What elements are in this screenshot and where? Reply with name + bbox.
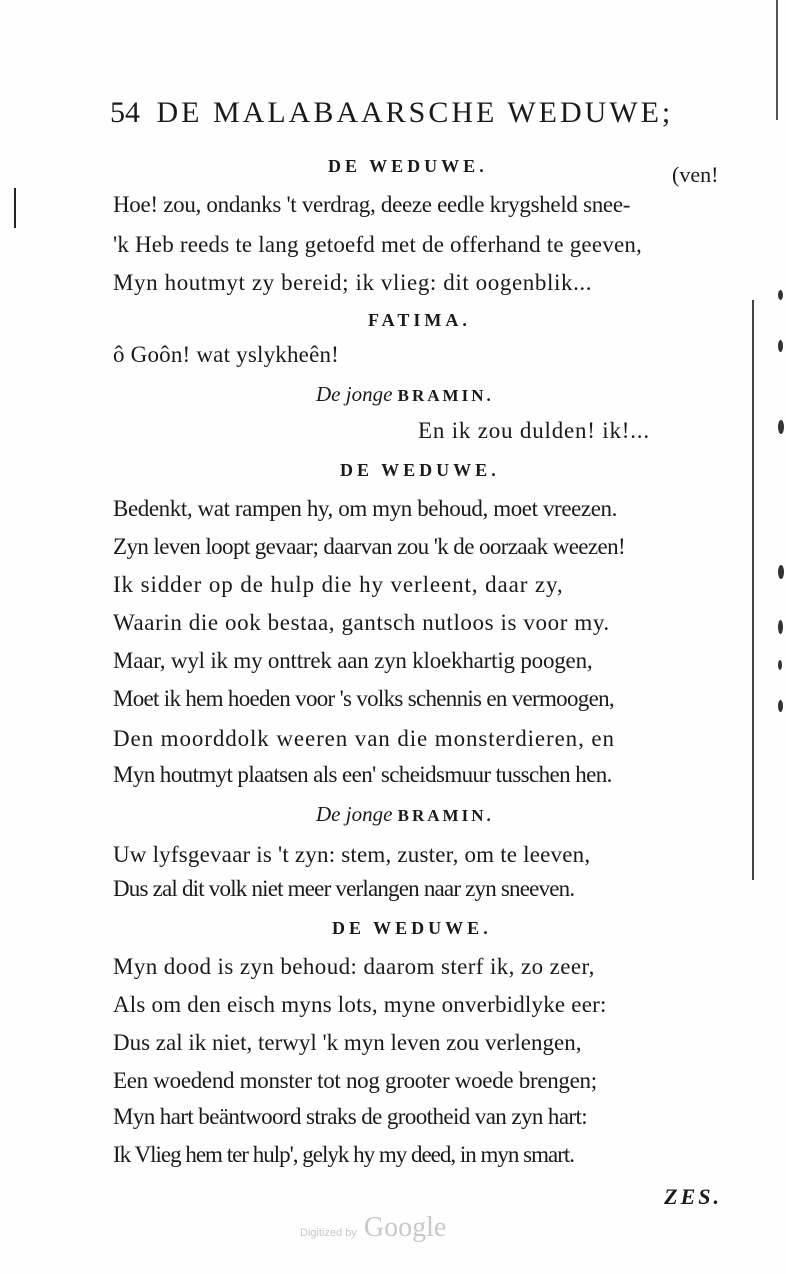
verse-line: 'k Heb reeds te lang getoefd met de offerhand te geeven,	[113, 232, 643, 257]
verse-line: ô Goôn! wat yslykheên!	[113, 342, 340, 367]
verse-line: Den moorddolk weeren van die monsterdieren, en	[113, 726, 615, 751]
speaker-heading: DE WEDUWE.	[340, 460, 500, 480]
speaker-heading	[316, 802, 494, 827]
watermark-prefix: Digitized by	[300, 1227, 357, 1239]
right-gutter-line	[752, 300, 754, 880]
edge-speck	[778, 565, 784, 579]
verse-line: Maar, wyl ik my onttrek aan zyn kloekhartig poogen,	[113, 648, 593, 673]
speaker-heading: FATIMA.	[368, 310, 471, 330]
edge-speck	[778, 660, 782, 670]
verse-line: Myn hart beäntwoord straks de grootheid van zyn hart:	[113, 1104, 588, 1129]
speaker-prefix: De jonge	[316, 802, 393, 826]
speaker-prefix: De jonge	[316, 382, 393, 406]
verse-line: Ik sidder op de hulp die hy verleent, daar zy,	[113, 572, 564, 597]
verse-line: Myn houtmyt plaatsen als een' scheidsmuur tusschen hen.	[113, 762, 612, 787]
verse-line: Uw lyfsgevaar is 't zyn: stem, zuster, om te leeven,	[113, 842, 591, 867]
right-edge-line	[776, 0, 778, 120]
speaker-heading: DE WEDUWE.	[332, 918, 492, 938]
verse-line: Bedenkt, wat rampen hy, om myn behoud, moet vreezen.	[113, 496, 618, 521]
verse-line: Waarin die ook bestaa, gantsch nutloos is voor my.	[113, 610, 610, 635]
verse-line: Zyn leven loopt gevaar; daarvan zou 'k de oorzaak weezen!	[113, 534, 626, 559]
verse-line: Dus zal ik niet, terwyl 'k myn leven zou verlengen,	[113, 1030, 582, 1055]
left-edge-mark	[14, 188, 16, 228]
running-header	[110, 96, 710, 130]
edge-speck	[778, 620, 783, 634]
verse-line: Myn dood is zyn behoud: daarom sterf ik, zo zeer,	[113, 954, 595, 979]
digitized-watermark	[300, 1212, 446, 1244]
speaker-name: BRAMIN.	[397, 806, 494, 825]
running-title: DE MALABAARSCHE WEDUWE;	[156, 96, 674, 129]
verse-line: Dus zal dit volk niet meer verlangen naar zyn sneeven.	[113, 876, 575, 901]
verse-line: Myn houtmyt zy bereid; ik vlieg: dit oogenblik...	[113, 270, 593, 295]
page-number: 54	[110, 96, 140, 129]
speaker-heading	[316, 382, 494, 407]
catchword: ZES.	[664, 1184, 722, 1209]
speaker-heading: DE WEDUWE.	[328, 156, 488, 176]
turnover-word: (ven!	[672, 162, 719, 187]
verse-line: Als om den eisch myns lots, myne onverbidlyke eer:	[113, 992, 607, 1017]
edge-speck	[778, 700, 783, 712]
edge-speck	[778, 340, 783, 352]
verse-line: Ik Vlieg hem ter hulp', gelyk hy my deed, in myn smart.	[113, 1142, 575, 1167]
edge-speck	[778, 420, 784, 434]
speaker-name: BRAMIN.	[397, 386, 494, 405]
verse-line: Een woedend monster tot nog grooter woede brengen;	[113, 1068, 597, 1093]
verse-line: En ik zou dulden! ik!...	[418, 418, 650, 443]
edge-speck	[778, 290, 783, 300]
watermark-logo: Google	[363, 1212, 447, 1243]
verse-line: Moet ik hem hoeden voor 's volks schennis en vermoogen,	[113, 686, 614, 711]
verse-line: Hoe! zou, ondanks 't verdrag, deeze eedle krygsheld snee-	[113, 192, 631, 217]
